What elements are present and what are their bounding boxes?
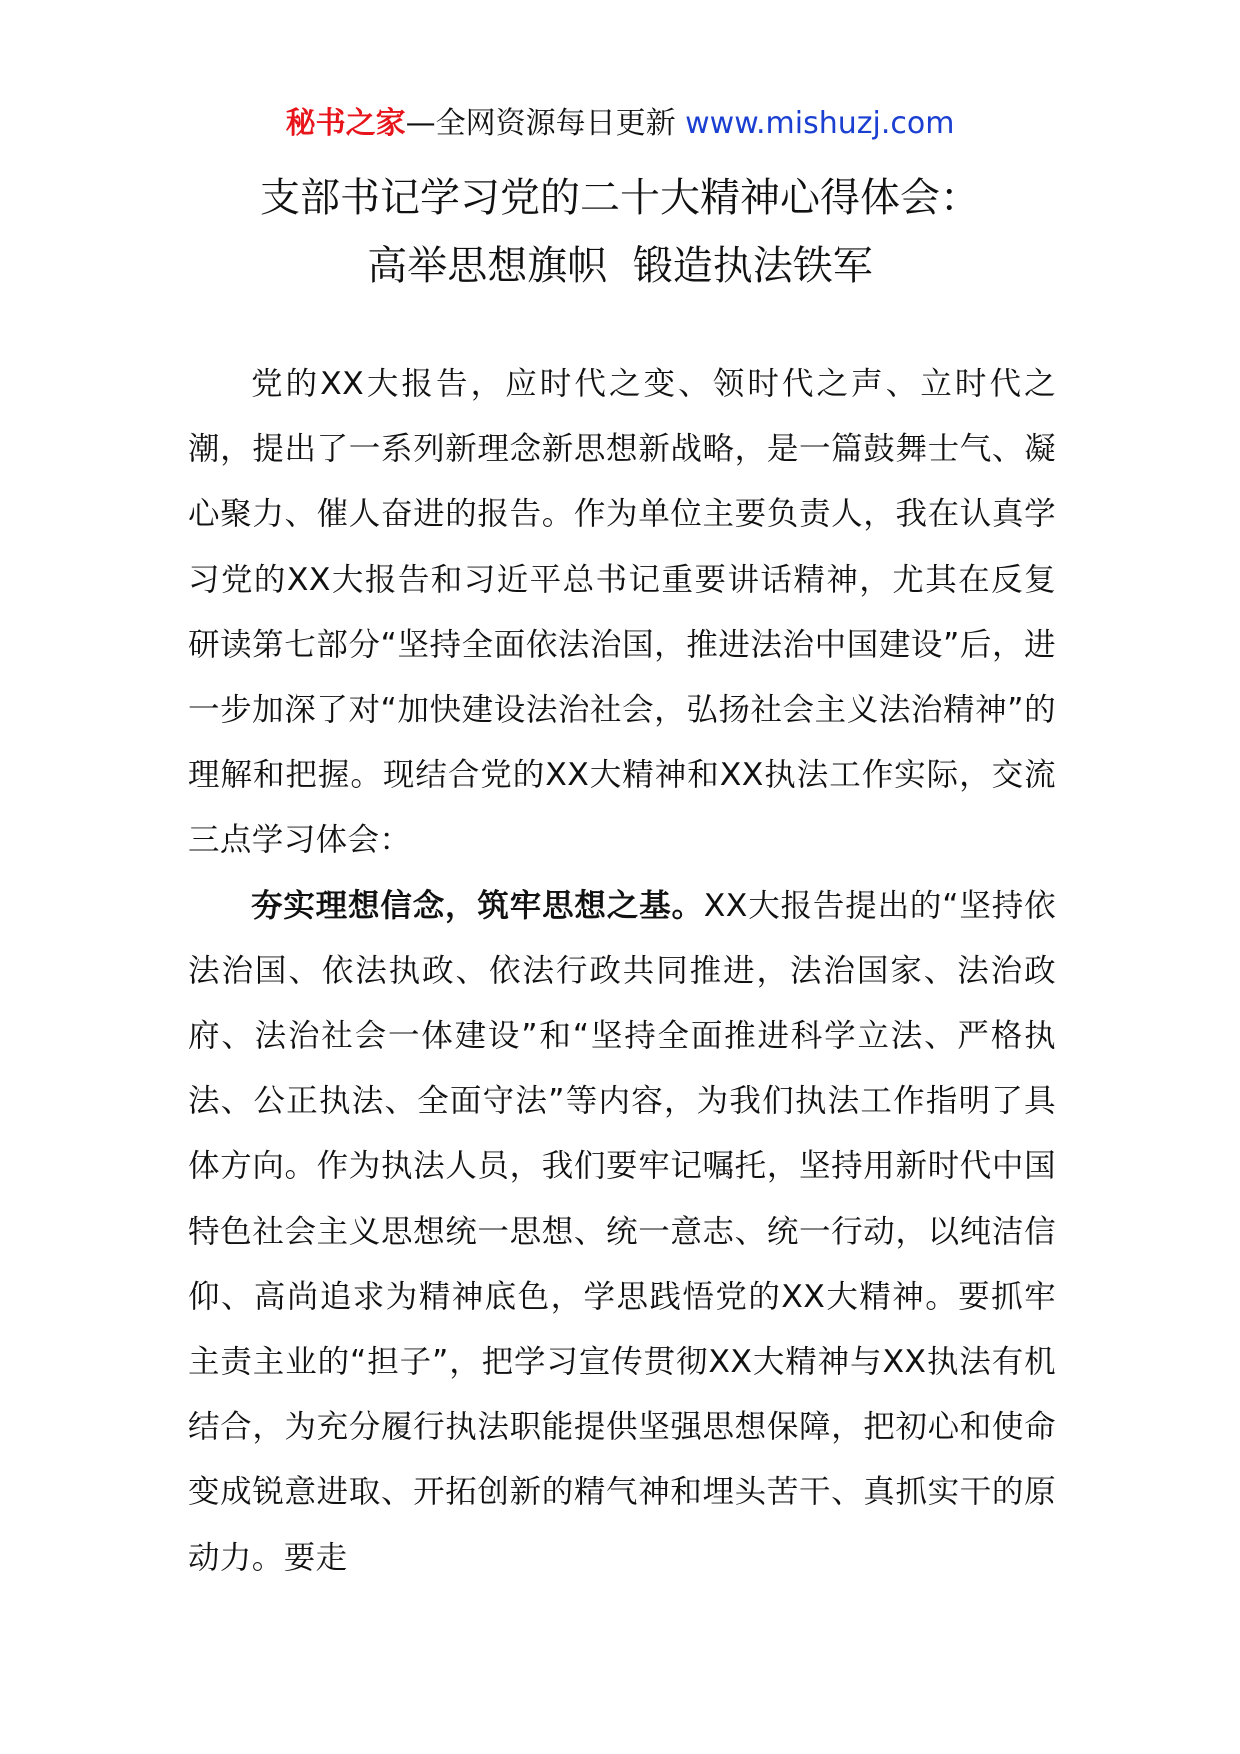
title-line-1: 支部书记学习党的二十大精神心得体会：: [260, 175, 980, 221]
site-url[interactable]: www.mishuzj.com: [685, 106, 955, 141]
site-slogan: —全网资源每日更新: [405, 106, 686, 141]
paragraph-lead: 夯实理想信念，筑牢思想之基。: [251, 887, 704, 924]
paragraph-section-1: [188, 874, 1056, 1591]
document-body: [188, 352, 1056, 1591]
site-brand: 秘书之家: [285, 106, 406, 141]
paragraph-text: 党的XX大报告，应时代之变、领时代之声、立时代之潮，提出了一系列新理念新思想新战略，是一篇鼓舞士气、凝心聚力、催人奋进的报告。作为单位主要负责人，我在认真学习党的XX大报告和习近平总书记重要讲话精神，尤其在反复研读第七部分“坚持全面依法治国，推进法治中国建设”后，进一步加深了对“加快建设法治社会，弘扬社会主义法治精神”的理解和把握。现结合党的XX大精神和XX执法工作实际，交流三点学习体会：: [188, 366, 1056, 859]
document-title: [0, 164, 1240, 300]
paragraph-text: XX大报告提出的“坚持依法治国、依法执政、依法行政共同推进，法治国家、法治政府、法治社会一体建设”和“坚持全面推进科学立法、严格执法、公正执法、全面守法”等内容，为我们执法工作指明了具体方向。作为执法人员，我们要牢记嘱托，坚持用新时代中国特色社会主义思想统一思想、统一意志、统一行动，以纯洁信仰、高尚追求为精神底色，学思践悟党的XX大精神。要抓牢主责主业的“担子”，把学习宣传贯彻XX大精神与XX执法有机结合，为充分履行执法职能提供坚强思想保障，把初心和使命变成锐意进取、开拓创新的精气神和埋头苦干、真抓实干的原动力。要走: [188, 887, 1056, 1576]
title-line-2: 高举思想旗帜 锻造执法铁军: [367, 243, 873, 289]
site-header: [0, 102, 1240, 146]
paragraph-intro: [188, 352, 1056, 874]
